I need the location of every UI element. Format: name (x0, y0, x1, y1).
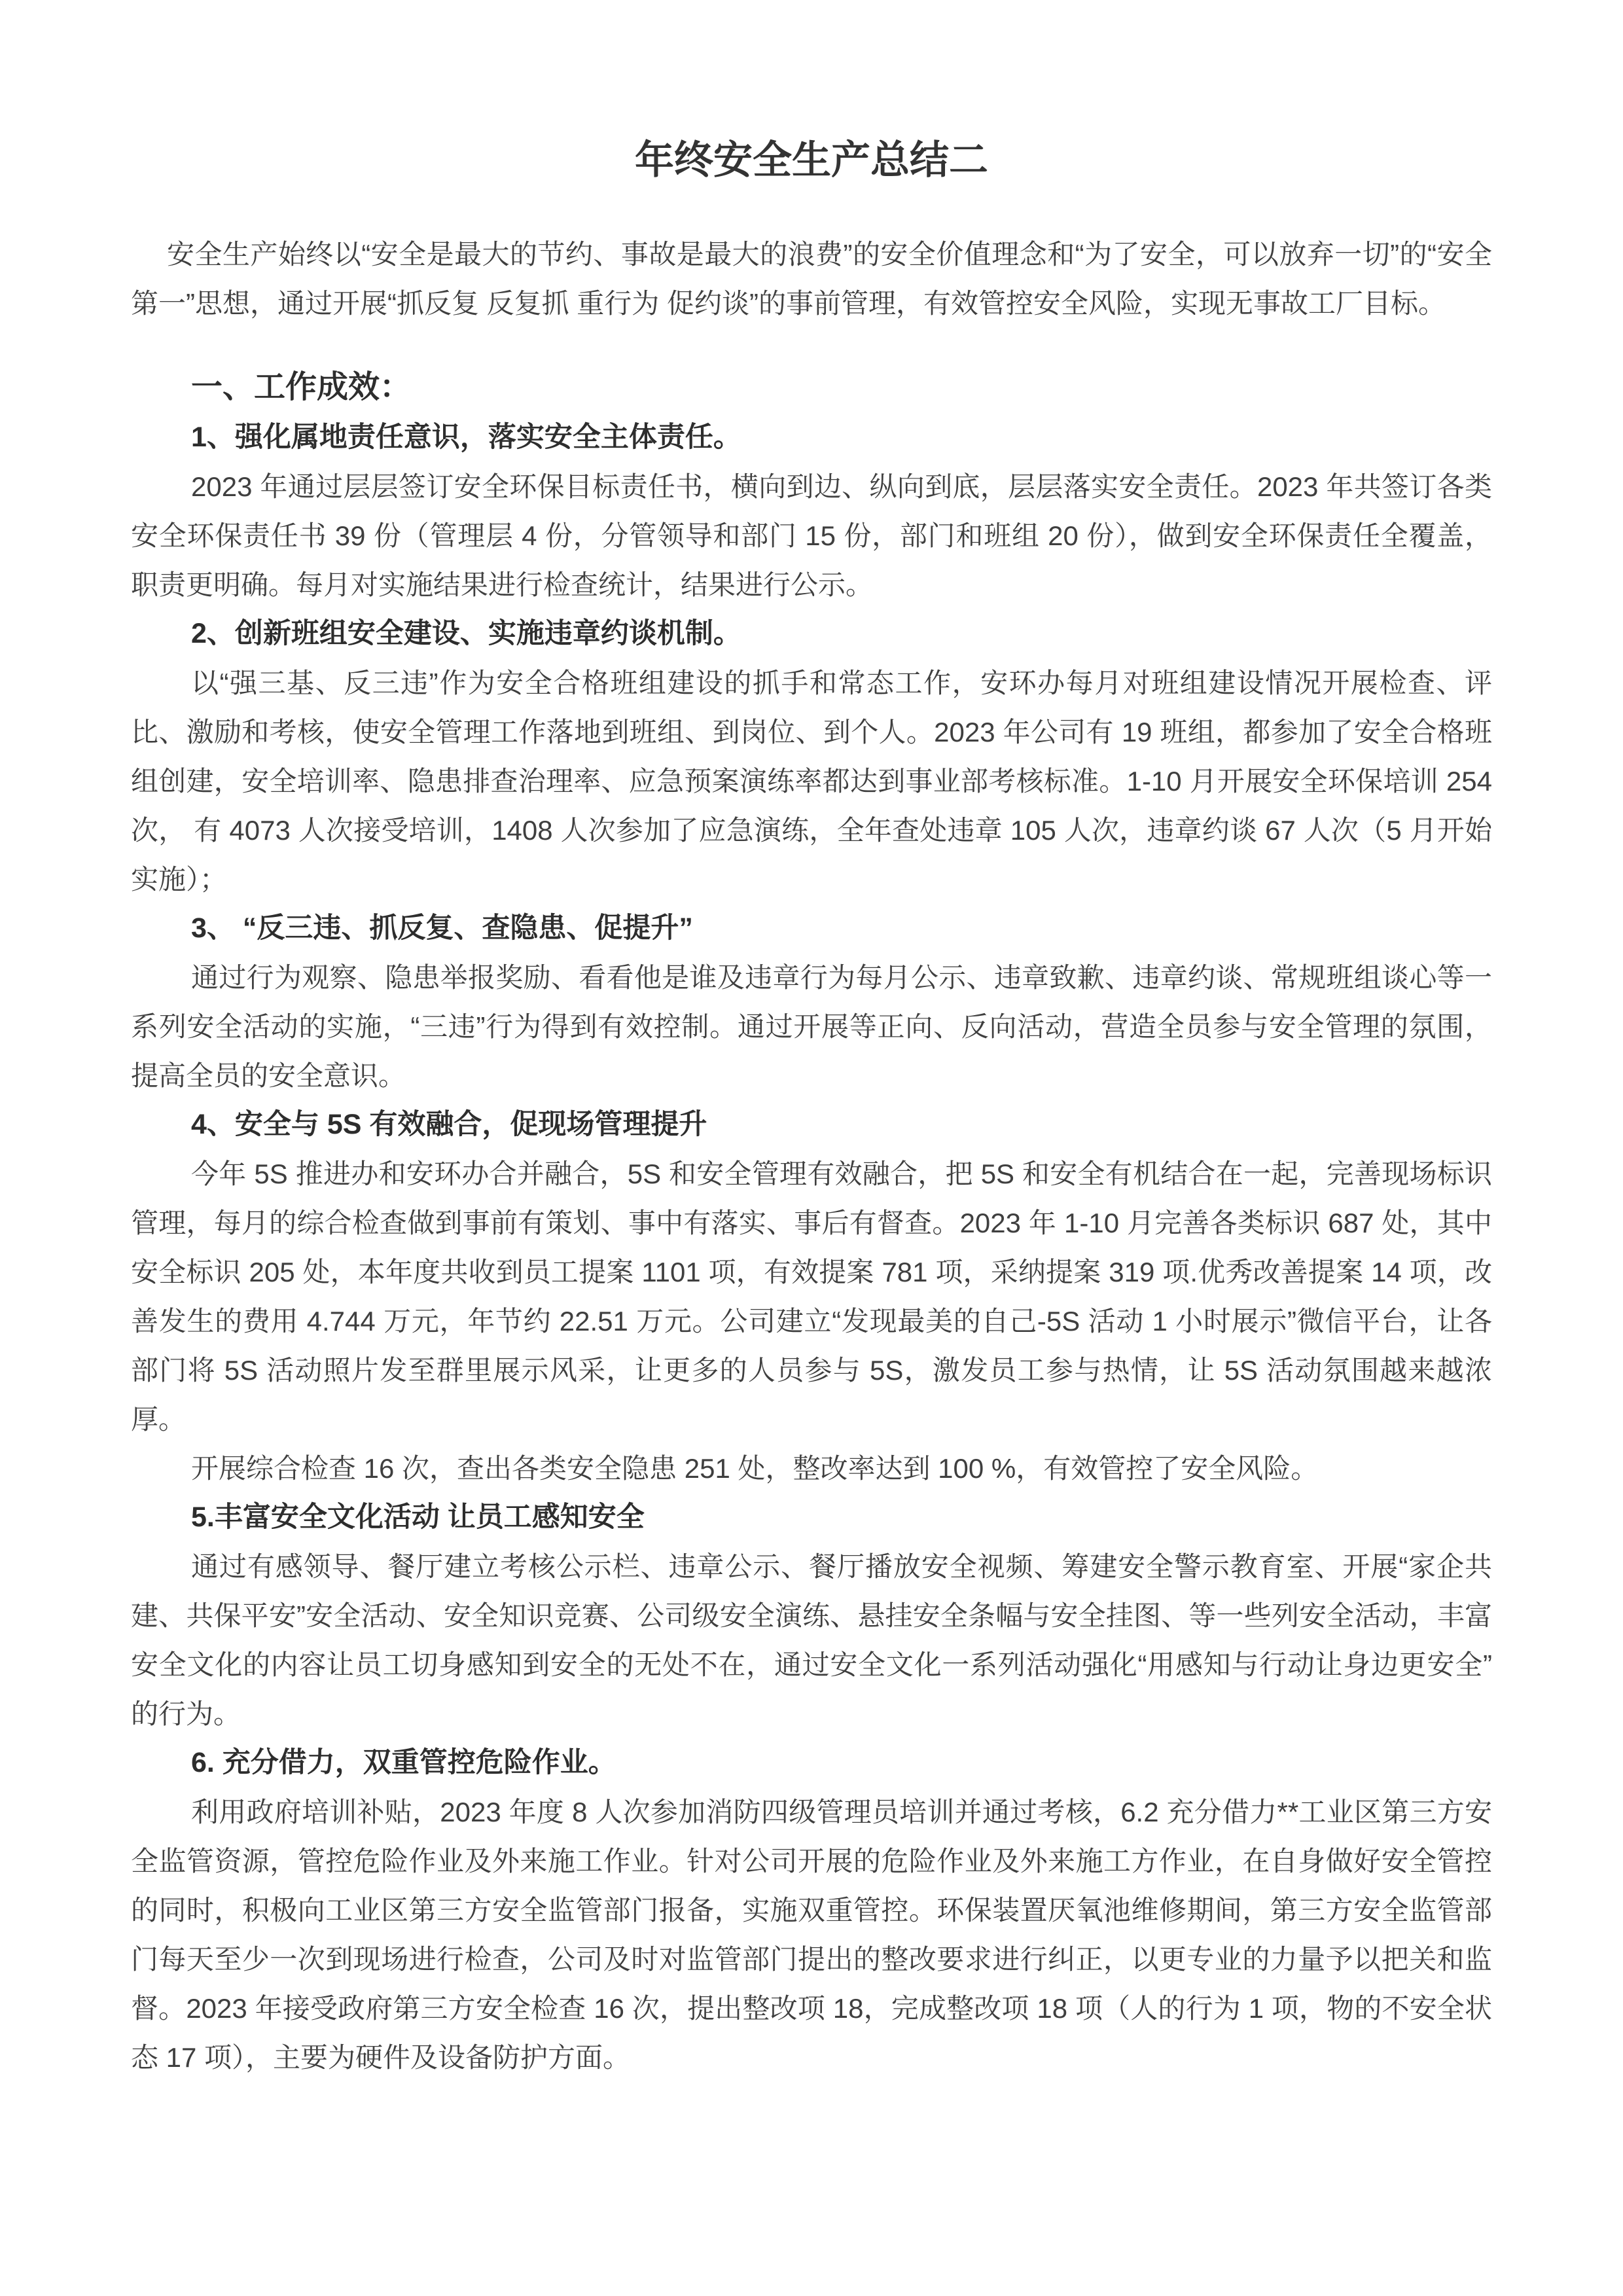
paragraph: 2023 年通过层层签订安全环保目标责任书，横向到边、纵向到底，层层落实安全责任。2023 年共签订各类安全环保责任书 39 份（管理层 4 份，分管领导和部门 15 份，部门和班组 20 份），做到安全环保责任全覆盖，职责更明确。每月对实施结果进行检查统计，结果进行公示。 (131, 471, 1492, 600)
numbered-heading: 3、 “反三违、抓反复、查隐患、促提升” (191, 912, 693, 944)
numbered-heading: 2、创新班组安全建设、实施违章约谈机制。 (191, 618, 741, 649)
paragraph: 开展综合检查 16 次，查出各类安全隐患 251 处，整改率达到 100 %，有效管控了安全风险。 (191, 1453, 1319, 1484)
document-title: 年终安全生产总结二 (635, 138, 988, 182)
document-body (131, 230, 1492, 2082)
paragraph-intro: 安全生产始终以“安全是最大的节约、事故是最大的浪费”的安全价值理念和“为了安全，可以放弃一切”的“安全第一”思想，通过开展“抓反复 反复抓 重行为 促约谈”的事前管理，有效管控安全风险，实现无事故工厂目标。 (131, 239, 1492, 319)
paragraph: 通过行为观察、隐患举报奖励、看看他是谁及违章行为每月公示、违章致歉、违章约谈、常规班组谈心等一系列安全活动的实施，“三违”行为得到有效控制。通过开展等正向、反向活动，营造全员参与安全管理的氛围，提高全员的安全意识。 (131, 962, 1492, 1091)
paragraph: 今年 5S 推进办和安环办合并融合，5S 和安全管理有效融合，把 5S 和安全有机结合在一起，完善现场标识管理，每月的综合检查做到事前有策划、事中有落实、事后有督查。2023 年 1-10 月完善各类标识 687 处，其中安全标识 205 处，本年度共收到员工提案 1101 项，有效提案 781 项，采纳提案 319 项.优秀改善提案 14 项，改善发生的费用 4.744 万元，年节约 22.51 万元。公司建立“发现最美的自己-5S 活动 1 小时展示”微信平台，让各部门将 5S 活动照片发至群里展示风采，让更多的人员参与 5S，激发员工参与热情，让 5S 活动氛围越来越浓厚。 (131, 1158, 1492, 1435)
paragraph: 通过有感领导、餐厅建立考核公示栏、违章公示、餐厅播放安全视频、筹建安全警示教育室、开展“家企共建、共保平安”安全活动、安全知识竞赛、公司级安全演练、悬挂安全条幅与安全挂图、等一些列安全活动，丰富安全文化的内容让员工切身感知到安全的无处不在，通过安全文化一系列活动强化“用感知与行动让身边更安全”的行为。 (131, 1551, 1492, 1729)
numbered-heading: 5.丰富安全文化活动 让员工感知安全 (191, 1501, 645, 1533)
numbered-heading: 1、强化属地责任意识，落实安全主体责任。 (191, 422, 741, 453)
numbered-heading: 6. 充分借力，双重管控危险作业。 (191, 1747, 616, 1778)
numbered-heading: 4、安全与 5S 有效融合，促现场管理提升 (191, 1109, 707, 1140)
section-heading: 一、工作成效： (191, 370, 412, 404)
paragraph: 利用政府培训补贴，2023 年度 8 人次参加消防四级管理员培训并通过考核，6.2 充分借力**工业区第三方安全监管资源，管控危险作业及外来施工作业。针对公司开展的危险作业及外来施工方作业，在自身做好安全管控的同时，积极向工业区第三方安全监管部门报备，实施双重管控。环保装置厌氧池维修期间，第三方安全监管部门每天至少一次到现场进行检查，公司及时对监管部门提出的整改要求进行纠正，以更专业的力量予以把关和监督。2023 年接受政府第三方安全检查 16 次，提出整改项 18，完成整改项 18 项（人的行为 1 项，物的不安全状态 17 项），主要为硬件及设备防护方面。 (131, 1797, 1492, 2073)
paragraph: 以“强三基、反三违”作为安全合格班组建设的抓手和常态工作，安环办每月对班组建设情况开展检查、评比、激励和考核，使安全管理工作落地到班组、到岗位、到个人。2023 年公司有 19 班组，都参加了安全合格班组创建，安全培训率、隐患排查治理率、应急预案演练率都达到事业部考核标准。1-10 月开展安全环保培训 254 次， 有 4073 人次接受培训，1408 人次参加了应急演练，全年查处违章 105 人次，违章约谈 67 人次（5 月开始实施）； (131, 668, 1492, 895)
